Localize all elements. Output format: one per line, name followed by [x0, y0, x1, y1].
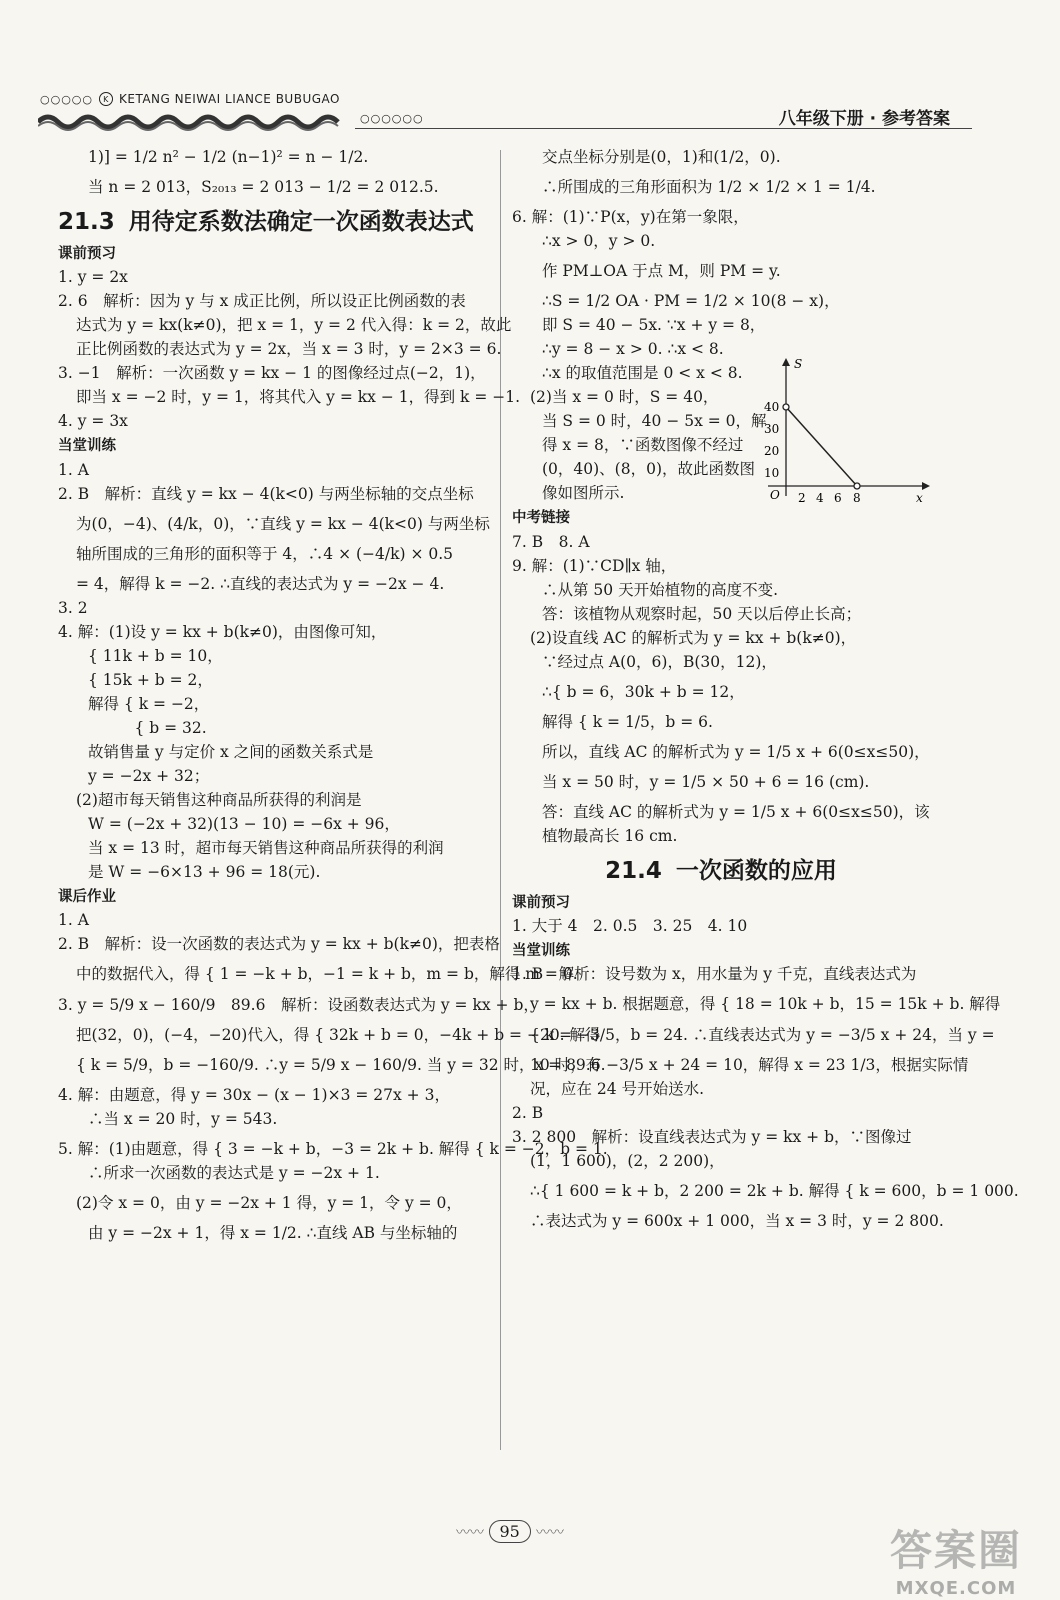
y-axis-arrow-icon [782, 358, 790, 366]
answer-line: ∴x > 0，y > 0. [542, 232, 656, 251]
answer-line: 9. 解：(1)∵CD∥x 轴， [512, 556, 677, 575]
answer-line: 况，应在 24 号开始送水. [530, 1079, 705, 1098]
y-tick-label: 10 [764, 466, 780, 480]
brand-line [40, 92, 340, 106]
answer-line: 4. y = 3x [58, 412, 128, 431]
answer-line: 解得 { k = −2， [88, 694, 210, 713]
answer-line: ∴表达式为 y = 600x + 1 000，当 x = 3 时，y = 2 800. [530, 1211, 944, 1230]
answer-line: ∴当 x = 20 时，y = 543. [88, 1109, 278, 1128]
answer-line: 答：该植物从观察时起，50 天以后停止长高； [542, 604, 862, 623]
answer-line: 像如图所示. [542, 484, 625, 503]
header-rule [355, 128, 972, 129]
answer-line: 是 W = −6×13 + 96 = 18(元). [88, 862, 321, 881]
answer-line: ∴所围成的三角形面积为 1/2 × 1/2 × 1 = 1/4. [542, 178, 876, 197]
answer-line: ∵经过点 A(0，6)，B(30，12)， [542, 652, 777, 671]
x-axis-arrow-icon [922, 482, 930, 490]
wave-ornament-icon [38, 112, 358, 132]
answer-line: 植物最高长 16 cm. [542, 826, 678, 845]
subheading-exam-link: 中考链接 [512, 510, 570, 527]
answer-line: 1. A [58, 911, 89, 930]
answer-line: 3. −1 解析：一次函数 y = kx − 1 的图像经过点(−2，1)， [58, 364, 486, 383]
answer-line: 由 y = −2x + 1，得 x = 1/2. ∴直线 AB 与坐标轴的 [88, 1223, 458, 1242]
answer-line: 6. 解：(1)∵P(x，y)在第一象限， [512, 208, 749, 227]
answer-line: 2. B 解析：设一次函数的表达式为 y = kx + b(k≠0)，把表格 [58, 935, 500, 954]
section-name: 用待定系数法确定一次函数表达式 [128, 209, 474, 236]
answer-line: 4. 解：(1)设 y = kx + b(k≠0)，由图像可知， [58, 622, 387, 641]
watermark-url: MXQE.COM [895, 1578, 1017, 1599]
x-tick-label: 4 [816, 491, 824, 505]
answer-line: 即当 x = −2 时，y = 1，将其代入 y = kx − 1，得到 k = −1. [76, 388, 521, 407]
answer-line: ∴{ b = 6，30k + b = 12， [542, 682, 745, 701]
answer-line: 3. y = 5/9 x − 160/9 89.6 解析：设函数表达式为 y = kx + b， [58, 995, 539, 1014]
answer-line: 当 S = 0 时，40 − 5x = 0，解 [542, 412, 767, 431]
page-header [0, 0, 1060, 140]
answer-line: (2)令 x = 0，由 y = −2x + 1 得，y = 1，令 y = 0， [76, 1193, 462, 1212]
dots-left: ○○○○○ [40, 92, 93, 106]
page-number: 95 [489, 1520, 531, 1543]
answer-line: 交点坐标分别是(0，1)和(1/2，0). [542, 148, 781, 166]
function-line [786, 407, 857, 486]
section-name: 一次函数的应用 [675, 857, 837, 884]
watermark-logo: 答案圈 [889, 1526, 1022, 1575]
answer-line: 当 x = 13 时，超市每天销售这种商品所获得的利润 [88, 838, 444, 857]
answer-line: (0，40)、(8，0)，故此函数图 [542, 460, 755, 479]
answer-line: 为(0，−4)、(4/k，0)，∵直线 y = kx − 4(k<0) 与两坐标 [76, 514, 490, 533]
answer-line: 1. A [58, 460, 89, 479]
x-tick-label: 6 [834, 491, 842, 505]
answer-line: ∴从第 50 天开始植物的高度不变. [542, 580, 779, 599]
page-footer [430, 1520, 590, 1543]
x-axis-label: x [916, 491, 923, 505]
x-tick-label: 8 [853, 491, 861, 505]
text-line: 1)] = 1/2 n² − 1/2 (n−1)² = n − 1/2. [88, 148, 369, 166]
footer-ornament-icon: 〰〰 [535, 1525, 564, 1541]
answer-line: 轴所围成的三角形的面积等于 4，∴4 × (−4/k) × 0.5 [76, 544, 454, 563]
section-title-21-4 [512, 854, 930, 890]
watermark [890, 1518, 1022, 1599]
answer-line: 1. 大于 4 2. 0.5 3. 25 4. 10 [512, 916, 748, 935]
function-graph [762, 356, 932, 506]
answer-line: 正比例函数的表达式为 y = 2x，当 x = 3 时，y = 2×3 = 6. [76, 340, 502, 359]
x-tick-label: 2 [798, 491, 806, 505]
answer-line: 所以，直线 AC 的解析式为 y = 1/5 x + 6(0≤x≤50)， [542, 742, 930, 761]
answer-line: 10 时，有 −3/5 x + 24 = 10，解得 x = 23 1/3，根据实际情 [530, 1055, 969, 1074]
answer-line: 5. 解：(1)由题意，得 { 3 = −k + b，−3 = 2k + b. 解得 { k = −2，b = 1. [58, 1139, 608, 1158]
section-number: 21.3 [58, 209, 115, 236]
answer-line: 2. 6 解析：因为 y 与 x 成正比例，所以设正比例函数的表 [58, 292, 466, 311]
answer-line: = 4，解得 k = −2. ∴直线的表达式为 y = −2x − 4. [76, 574, 445, 593]
open-point [783, 404, 789, 410]
answer-line: 2. B 解析：直线 y = kx − 4(k<0) 与两坐标轴的交点坐标 [58, 484, 474, 503]
answer-line: 2. B [512, 1103, 544, 1122]
dots-right: ○○○○○○ [360, 112, 424, 125]
text-line: 当 n = 2 013，S₂₀₁₃ = 2 013 − 1/2 = 2 012.5. [88, 178, 439, 197]
answer-line: 故销售量 y 与定价 x 之间的函数关系式是 [88, 742, 374, 761]
subheading-preview: 课前预习 [58, 245, 116, 262]
subheading-class: 当堂训练 [512, 943, 570, 959]
answer-line: 答：直线 AC 的解析式为 y = 1/5 x + 6(0≤x≤50)，该 [542, 802, 930, 821]
y-axis-label: S [794, 357, 803, 371]
answer-line: 1. B 解析：设号数为 x，用水量为 y 千克，直线表达式为 [512, 965, 917, 984]
origin-label: O [770, 488, 780, 502]
answer-line: 达式为 y = kx(k≠0)，把 x = 1，y = 2 代入得：k = 2，故此 [76, 316, 512, 335]
y-tick-label: 30 [764, 422, 780, 436]
answer-line: 把(32，0)，(−4，−20)代入，得 { 32k + b = 0，−4k + b = −20. 解得 [76, 1025, 601, 1044]
answer-line: 得 x = 8，∵函数图像不经过 [542, 436, 744, 455]
subheading-class: 当堂训练 [58, 438, 116, 455]
answer-line: (2)当 x = 0 时，S = 40， [530, 388, 719, 407]
answer-line: 1. y = 2x [58, 268, 128, 287]
logo-icon: K [99, 92, 113, 106]
answer-line: 作 PM⊥OA 于点 M，则 PM = y. [542, 262, 781, 281]
open-point [854, 483, 860, 489]
answer-line: (2)设直线 AC 的解析式为 y = kx + b(k≠0)， [530, 628, 857, 647]
section-number: 21.4 [605, 857, 662, 884]
answer-line: { 11k + b = 10， [88, 646, 223, 665]
answer-line: { 15k + b = 2， [88, 670, 213, 689]
answer-line: 3. 2 800 解析：设直线表达式为 y = kx + b，∵图像过 [512, 1127, 912, 1146]
answer-line: ∴{ 1 600 = k + b，2 200 = 2k + b. 解得 { k = 600，b = 1 000. [530, 1181, 1019, 1200]
section-title-21-3 [58, 205, 490, 241]
brand-text: KETANG NEIWAI LIANCE BUBUGAO [119, 92, 340, 106]
answer-line: y = kx + b. 根据题意，得 { 18 = 10k + b，15 = 15k + b. 解得 [530, 995, 1001, 1014]
answer-line: 解得 { k = 1/5，b = 6. [542, 712, 713, 731]
answer-line: ∴y = 8 − x > 0. ∴x < 8. [542, 340, 724, 359]
answer-line: 当 x = 50 时，y = 1/5 × 50 + 6 = 16 (cm). [542, 772, 870, 791]
answer-line: { k = −3/5，b = 24. ∴直线表达式为 y = −3/5 x + 24，当 y = [530, 1025, 995, 1044]
right-column [512, 145, 1019, 1233]
answer-line: ∴所求一次函数的表达式是 y = −2x + 1. [88, 1163, 380, 1182]
answer-line: y = −2x + 32； [88, 766, 210, 785]
answer-line: 即 S = 40 − 5x. ∵x + y = 8， [542, 316, 766, 335]
answer-line: 4. 解：由题意，得 y = 30x − (x − 1)×3 = 27x + 3， [58, 1085, 450, 1104]
answer-line: (1，1 600)，(2，2 200)， [530, 1151, 725, 1170]
answer-line: (2)超市每天销售这种商品所获得的利润是 [76, 790, 362, 809]
answer-line: ∴S = 1/2 OA · PM = 1/2 × 10(8 − x)， [542, 292, 840, 311]
y-tick-label: 40 [764, 400, 780, 414]
answer-line: 7. B 8. A [512, 532, 590, 551]
answer-line: { b = 32. [88, 718, 207, 737]
answer-line: 中的数据代入，得 { 1 = −k + b，−1 = k + b，m = b，解得 m = 0. [76, 965, 578, 984]
answer-line: W = (−2x + 32)(13 − 10) = −6x + 96， [88, 814, 400, 833]
answer-line: ∴x 的取值范围是 0 < x < 8. [542, 364, 743, 383]
header-title: 八年级下册 · 参考答案 [778, 109, 950, 129]
subheading-homework: 课后作业 [58, 888, 116, 905]
footer-ornament-icon: 〰〰 [456, 1525, 489, 1541]
answer-line: { k = 5/9，b = −160/9. ∴y = 5/9 x − 160/9. 当 y = 32 时，x = 89.6. [76, 1055, 606, 1074]
answer-line: 3. 2 [58, 598, 88, 617]
y-tick-label: 20 [764, 444, 780, 458]
subheading-preview: 课前预习 [512, 894, 570, 911]
